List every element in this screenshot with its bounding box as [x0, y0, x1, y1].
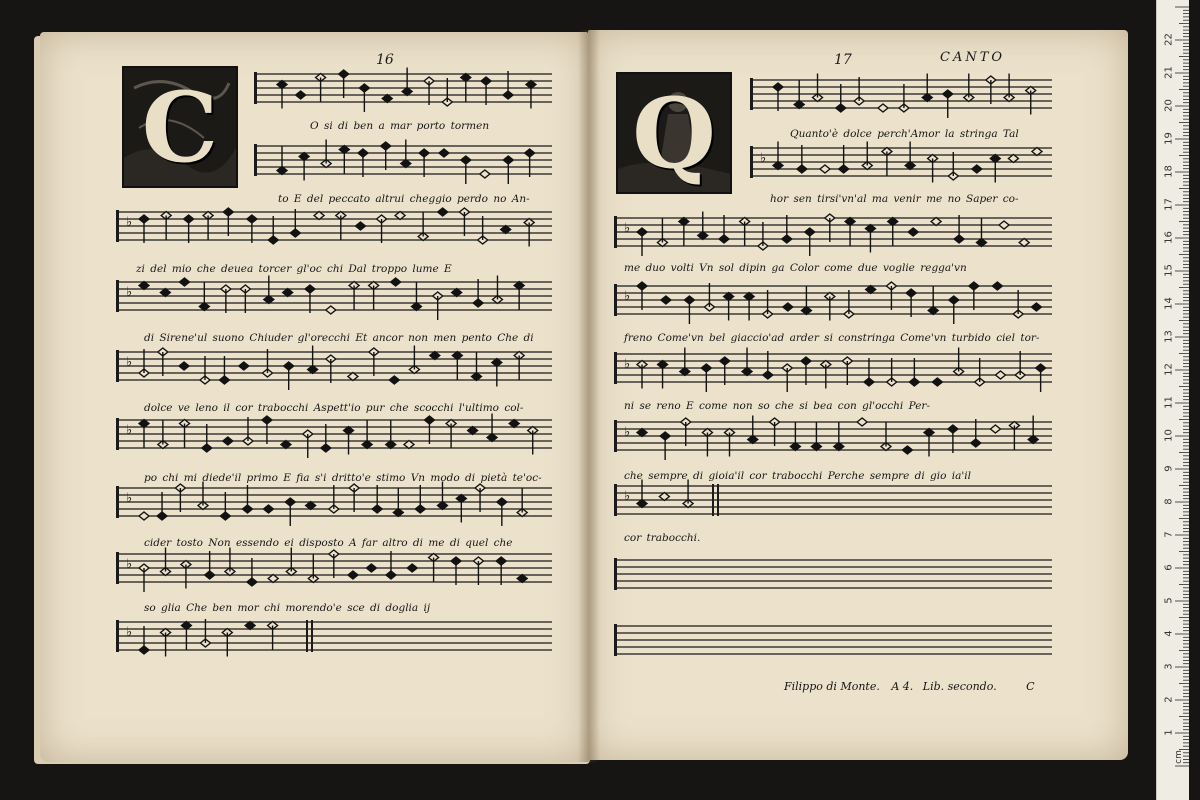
signature-mark: A 4. — [891, 680, 914, 693]
note-head — [348, 571, 358, 579]
note-head — [283, 289, 293, 297]
note-head — [314, 212, 324, 220]
staff-system — [750, 142, 1052, 183]
staff-system — [116, 346, 552, 391]
note-head — [990, 425, 1000, 433]
note-head — [1019, 239, 1029, 247]
note-head — [972, 165, 982, 173]
clef-mark — [614, 216, 617, 248]
note-head — [389, 376, 399, 384]
note-head — [866, 286, 876, 294]
note-head — [452, 289, 462, 297]
right-page — [588, 30, 1128, 760]
lyric-line: dolce ve leno il cor trabocchi Aspett'io pur che scocchi l'ultimo col- — [144, 402, 524, 414]
ruler-number: 15 — [1163, 264, 1175, 277]
note-head — [179, 278, 189, 286]
ruler-unit-label: cm — [1173, 750, 1184, 764]
note-head — [366, 564, 376, 572]
note-head — [382, 95, 392, 103]
colophon — [784, 680, 1035, 693]
note-head — [281, 441, 291, 449]
note-head — [263, 505, 273, 513]
note-head — [239, 362, 249, 370]
ruler-number: 8 — [1163, 498, 1175, 505]
note-head — [391, 278, 401, 286]
flat-sign: ♭ — [624, 425, 631, 440]
staff-system — [614, 212, 1052, 257]
note-head — [404, 441, 414, 449]
note-head — [995, 371, 1005, 379]
staff-system — [614, 416, 1052, 461]
lyric-line: cider tosto Non essendo ei disposto A far altro di me di quel che — [144, 537, 513, 549]
note-head — [296, 91, 306, 99]
note-head — [139, 512, 149, 520]
clef-mark — [116, 552, 119, 584]
note-head — [1032, 148, 1042, 156]
lyric-line: cor trabocchi. — [624, 532, 701, 544]
music-staves-right — [588, 60, 1128, 700]
note-head — [992, 282, 1002, 290]
ruler-number: 14 — [1163, 297, 1175, 310]
flat-sign: ♭ — [760, 151, 767, 166]
ruler-number: 22 — [1163, 33, 1175, 46]
ruler-number: 16 — [1163, 231, 1175, 244]
note-head — [407, 564, 417, 572]
staff-system — [254, 68, 552, 113]
note-head — [999, 221, 1009, 229]
clef-mark — [116, 418, 119, 450]
staff-system — [116, 482, 552, 527]
ruler-number: 11 — [1163, 396, 1175, 409]
note-head — [160, 289, 170, 297]
ruler-number: 18 — [1163, 165, 1175, 178]
staff-system — [116, 548, 552, 593]
lyric-line: po chi mi diede'il primo E fia s'i dritto'e stimo Vn modo di pietà te'oc- — [144, 472, 542, 484]
clef-mark — [614, 558, 617, 590]
flat-sign: ♭ — [126, 625, 133, 640]
flat-sign: ♭ — [126, 355, 133, 370]
clef-mark — [614, 284, 617, 316]
ruler-number: 7 — [1163, 531, 1175, 538]
clef-mark — [254, 72, 257, 104]
lyric-line: Quanto'è dolce perch'Amor la stringa Tal — [790, 128, 1019, 140]
lyric-line: ni se reno E come non so che si bea con gl'occhi Per- — [624, 400, 930, 412]
lyric-line: O si di ben a mar porto tormen — [310, 120, 490, 132]
clef-mark — [614, 352, 617, 384]
flat-sign: ♭ — [624, 289, 631, 304]
staff-system — [254, 140, 552, 185]
note-head — [245, 622, 255, 630]
note-head — [306, 502, 316, 510]
staff-system — [614, 282, 1052, 324]
flat-sign: ♭ — [624, 489, 631, 504]
note-head — [348, 373, 358, 381]
note-head — [509, 420, 519, 428]
note-head — [659, 493, 669, 501]
initial-letter-left: C — [141, 70, 219, 184]
clef-mark — [116, 486, 119, 518]
staff-system — [614, 624, 1052, 656]
right-page-number: 17 — [834, 52, 852, 68]
flat-sign: ♭ — [624, 357, 631, 372]
ruler-number: 5 — [1163, 597, 1175, 604]
note-head — [439, 149, 449, 157]
clef-mark — [750, 146, 753, 178]
staff-system — [116, 414, 552, 459]
lyric-line: to E del peccato altrui cheggio perdo no An- — [278, 193, 530, 205]
note-head — [637, 429, 647, 437]
barline — [306, 620, 308, 652]
clef-mark — [116, 210, 119, 242]
ruler-number: 19 — [1163, 132, 1175, 145]
note-head — [501, 226, 511, 234]
clef-mark — [750, 78, 753, 110]
ruler-number: 4 — [1163, 630, 1175, 637]
ruler-number: 3 — [1163, 663, 1175, 670]
staff-system — [614, 558, 1052, 590]
flat-sign: ♭ — [126, 285, 133, 300]
note-head — [931, 218, 941, 226]
note-head — [783, 303, 793, 311]
staff-system — [116, 208, 552, 247]
ruler-number: 21 — [1163, 66, 1175, 79]
note-head — [932, 378, 942, 386]
note-head — [430, 352, 440, 360]
book-label: Lib. secondo. — [922, 680, 997, 693]
note-head — [857, 418, 867, 426]
note-head — [468, 427, 478, 435]
lyric-line: che sempre di gioia'il cor trabocchi Perche sempre di gio ia'il — [624, 470, 971, 482]
clef-mark — [116, 280, 119, 312]
note-head — [179, 362, 189, 370]
note-head — [820, 165, 830, 173]
lyric-line: zi del mio che deuea torcer gl'oc chi Dal troppo lume E — [136, 263, 452, 275]
note-head — [878, 104, 888, 112]
ruler-number: 9 — [1163, 465, 1175, 472]
note-head — [1031, 303, 1041, 311]
ruler-number: 12 — [1163, 363, 1175, 376]
lyric-line: hor sen tirsi'vn'al ma venir me no Saper co- — [770, 193, 1019, 205]
composer-name: Filippo di Monte. — [784, 680, 880, 693]
staff-system — [614, 348, 1052, 393]
note-head — [902, 446, 912, 454]
ruler-number: 17 — [1163, 198, 1175, 211]
note-head — [438, 208, 448, 216]
flat-sign: ♭ — [624, 221, 631, 236]
clef-mark — [254, 144, 257, 176]
clef-mark — [614, 420, 617, 452]
lyric-line: freno Come'vn bel giaccio'ad arder si constringa Come'vn turbido ciel tor- — [624, 332, 1040, 344]
barline — [717, 484, 719, 516]
barline — [712, 484, 714, 516]
note-head — [661, 296, 671, 304]
staff-system — [116, 276, 552, 321]
voice-part-label: CANTO — [940, 50, 1006, 65]
flat-sign: ♭ — [126, 423, 133, 438]
staff-system — [614, 480, 1052, 517]
left-page — [40, 32, 588, 762]
ruler-number: 2 — [1163, 696, 1175, 703]
clef-mark — [614, 624, 617, 656]
ruler-number: 13 — [1163, 330, 1175, 343]
staff-system — [116, 619, 552, 657]
note-head — [480, 170, 490, 178]
ruler-number: 1 — [1163, 729, 1175, 736]
book-gutter — [578, 30, 600, 762]
clef-mark — [614, 484, 617, 516]
note-head — [1008, 155, 1018, 163]
note-head — [908, 228, 918, 236]
note-head — [395, 212, 405, 220]
initial-letter-right: Q — [632, 76, 716, 190]
barline — [311, 620, 313, 652]
note-head — [326, 306, 336, 314]
ruler-number: 10 — [1163, 429, 1175, 442]
staff-system — [750, 74, 1052, 119]
flat-sign: ♭ — [126, 215, 133, 230]
note-head — [139, 282, 149, 290]
flat-sign: ♭ — [126, 491, 133, 506]
note-head — [517, 575, 527, 583]
note-head — [355, 222, 365, 230]
gathering-letter: C — [1026, 680, 1035, 693]
ruler-number: 20 — [1163, 99, 1175, 112]
lyric-line: me duo volti Vn sol dipin ga Color come due voglie regga'vn — [624, 262, 967, 274]
lyric-line: di Sirene'ul suono Chiuder gl'orecchi Et ancor non men pento Che di — [144, 332, 534, 344]
clef-mark — [116, 350, 119, 382]
ruler-number: 6 — [1163, 564, 1175, 571]
clef-mark — [116, 620, 119, 652]
left-page-number: 16 — [376, 52, 394, 68]
lyric-line: so glia Che ben mor chi morendo'e sce di doglia ij — [144, 602, 431, 614]
note-head — [268, 575, 278, 583]
note-head — [223, 437, 233, 445]
flat-sign: ♭ — [126, 557, 133, 572]
